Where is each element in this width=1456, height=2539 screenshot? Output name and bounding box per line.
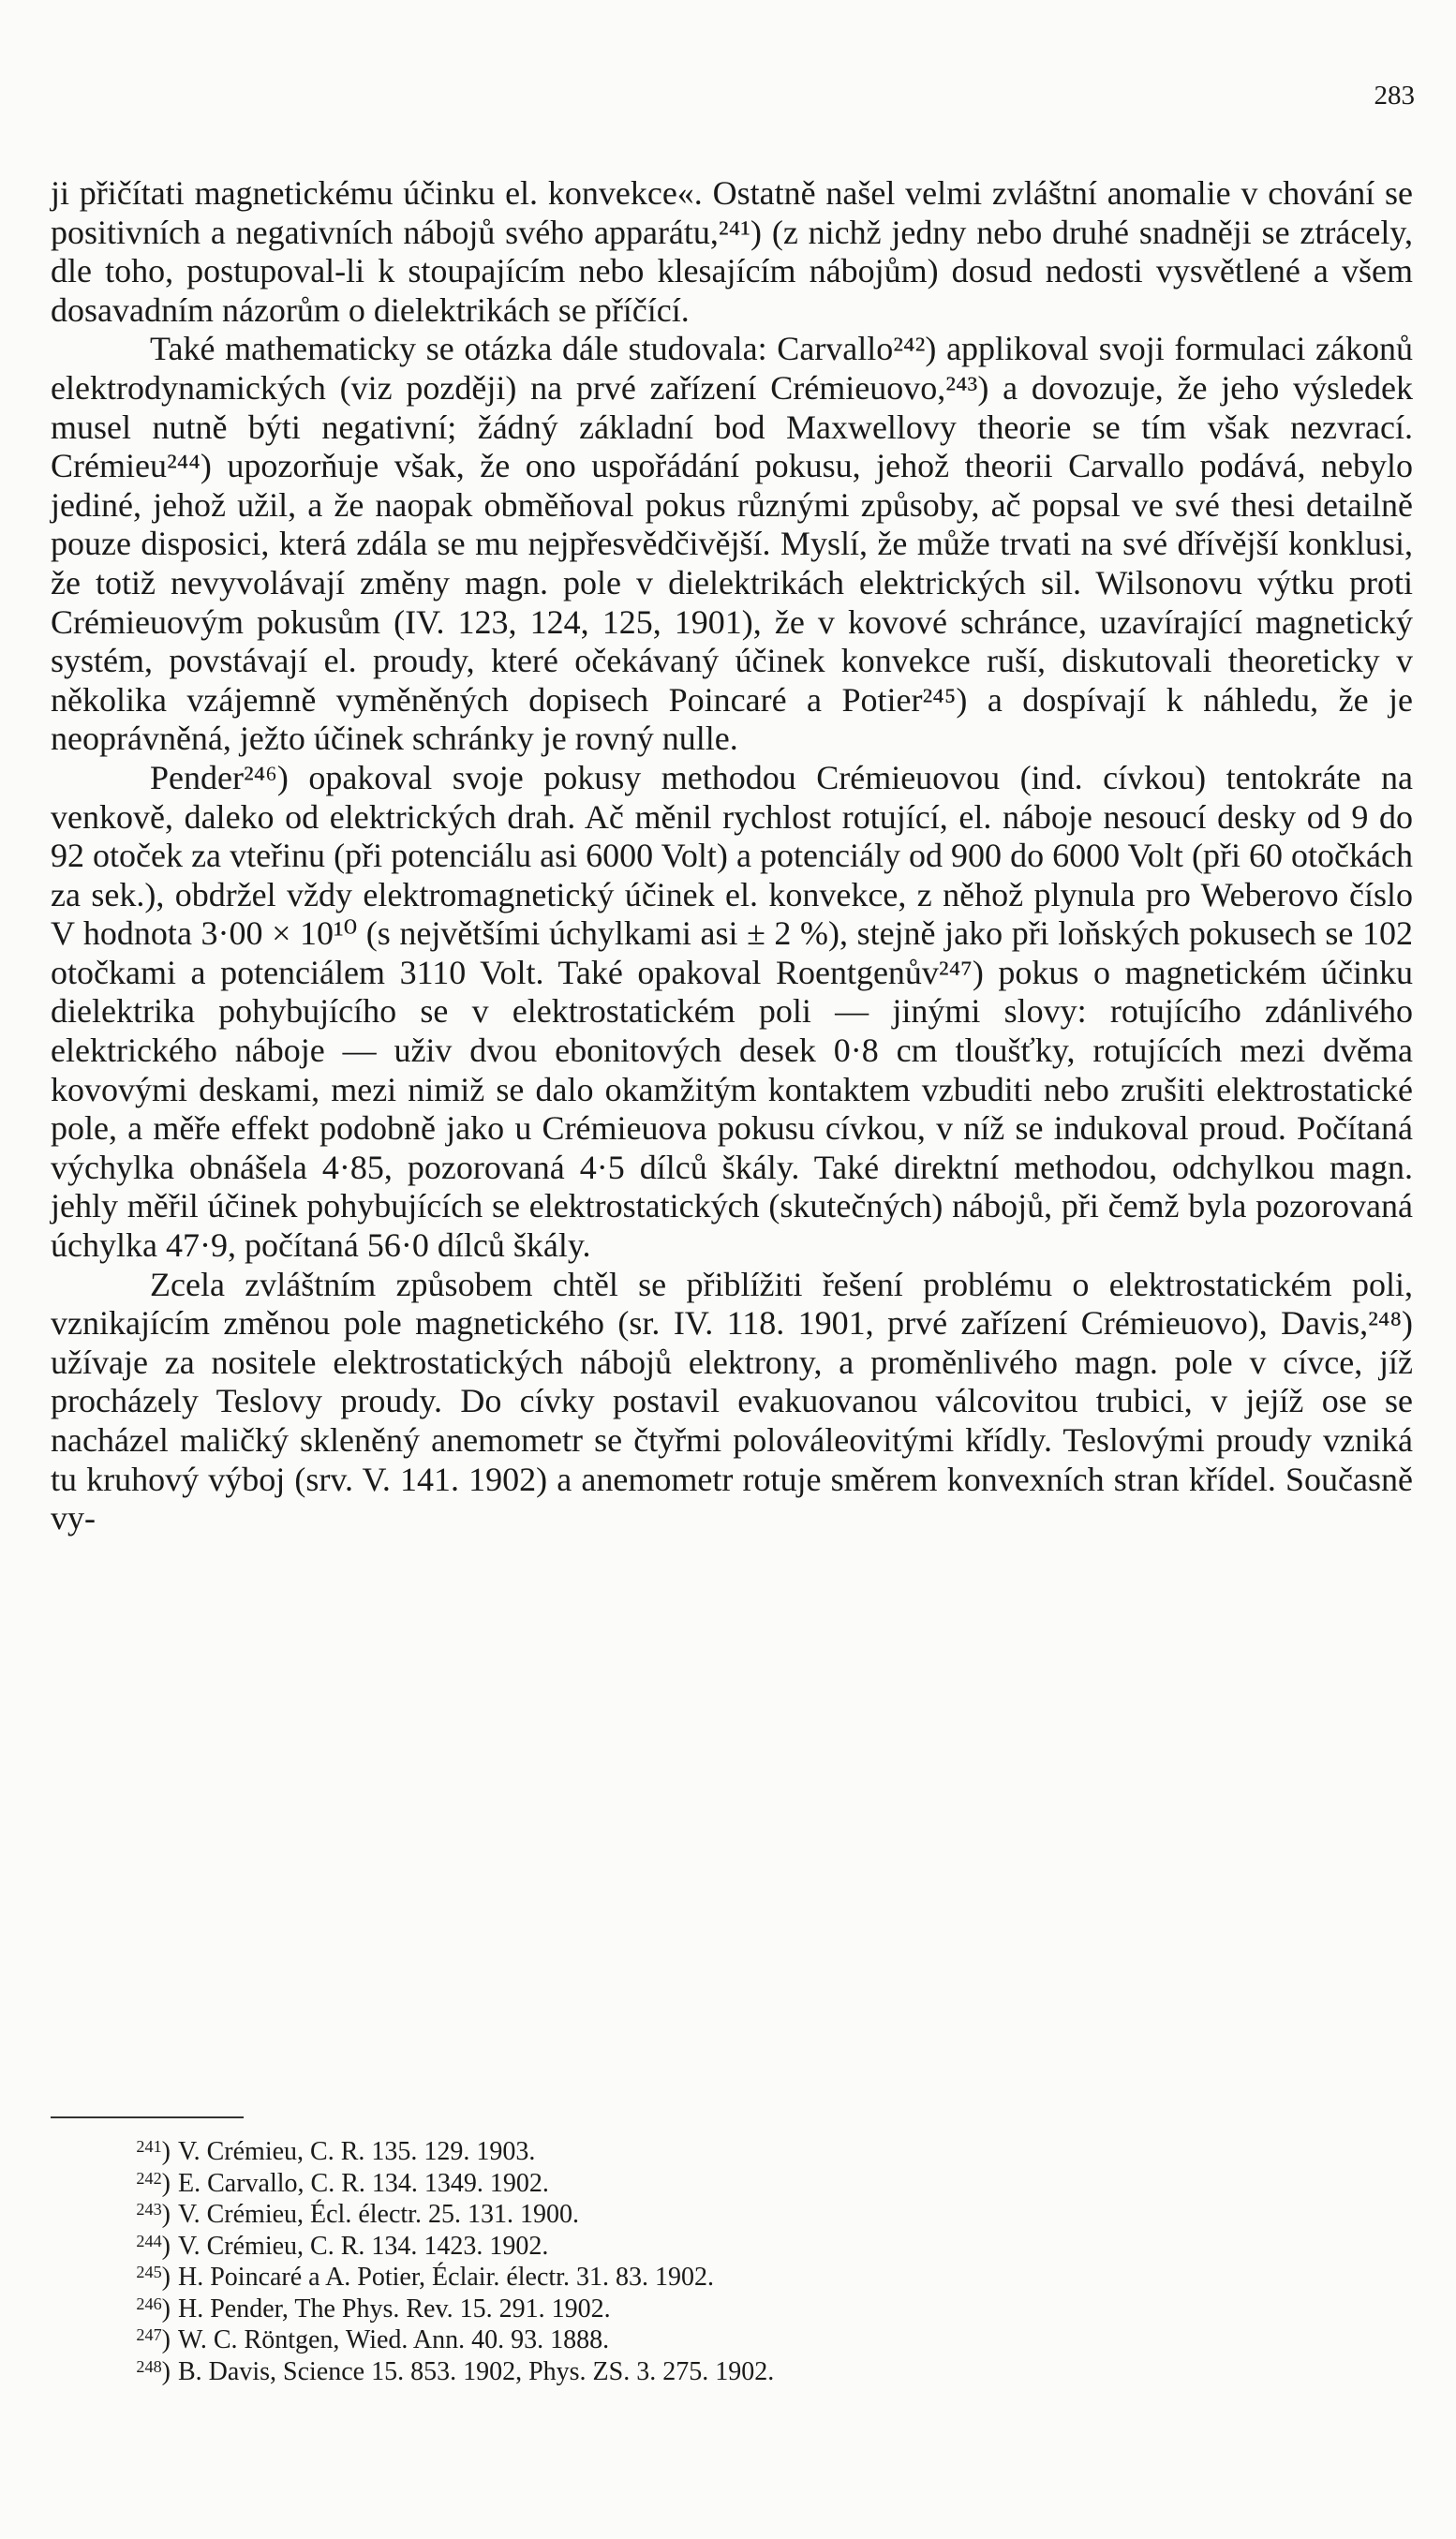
footnote-text: V. Crémieu, C. R. 135. 129. 1903. <box>178 2137 536 2166</box>
footnote-text: B. Davis, Science 15. 853. 1902, Phys. ZS. 3. 275. 1902. <box>178 2356 775 2386</box>
paragraph: ji přičítati magnetickému účinku el. konvekce«. Ostatně našel velmi zvláštní anomalie v chování se positivních a negativních nábojů svého apparátu,²⁴¹) (z nichž jedny nebo druhé snadněji se ztrácely, dle toho, postupoval-li k stoupajícím nebo klesajícím nábojům) dosud nedosti vysvětlené a všem dosavadním názorům o dielektrikách se příčící. <box>51 174 1413 329</box>
footnote-mark: 246 <box>136 2294 162 2313</box>
footnote-divider <box>51 2116 244 2118</box>
footnote: $^{245}$) H. Poincaré a A. Potier, Éclair. électr. 31. 83. 1902. <box>136 2262 714 2292</box>
page-number: 283 <box>1374 81 1415 111</box>
footnote: $^{244}$) V. Crémieu, C. R. 134. 1423. 1902. <box>136 2231 549 2261</box>
footnote-mark: 247 <box>136 2324 162 2344</box>
paragraph: Pender²⁴⁶) opakoval svoje pokusy methodou Crémieuovou (ind. cívkou) tentokráte na venkově, daleko od elektrických drah. Ač měnil rychlost rotující, el. náboje nesoucí desky od 9 do 92 otoček za vteřinu (při potenciálu asi 6000 Volt) a potenciály od 900 do 6000 Volt (při 60 otočkách za sek.), obdržel vždy elektromagnetický účinek el. konvekce, z něhož plynula pro Weberovo číslo V hodnota 3·00 × 10¹⁰ (s největšími úchylkami asi ± 2 %), stejně jako při loňských pokusech se 102 otočkami a potenciálem 3110 Volt. Také opakoval Roentgenův²⁴⁷) pokus o magnetickém účinku dielektrika pohybujícího se v elektrostatickém poli — jinými slovy: rotujícího zdánlivého elektrického náboje — uživ dvou ebonitových desek 0·8 cm tloušťky, rotujících mezi dvěma kovovými deskami, mezi nimiž se dalo okamžitým kontaktem vzbuditi nebo zrušiti elektrostatické pole, a měře effekt podobně jako u Crémieuova pokusu cívkou, v níž se indukoval proud. Počítaná výchylka obnášela 4·85, pozorovaná 4·5 dílců škály. Také direktní methodou, odchylkou magn. jehly měřil účinek pohybujících se elektrostatických (skutečných) nábojů, při čemž byla pozorovaná úchylka 47·9, počítaná 56·0 dílců škály. <box>51 758 1413 1265</box>
footnote-text: H. Pender, The Phys. Rev. 15. 291. 1902. <box>178 2294 611 2324</box>
footnote-text: H. Poincaré a A. Potier, Éclair. électr. 31. 83. 1902. <box>178 2263 714 2292</box>
footnote-mark: 245 <box>136 2262 162 2281</box>
footnote-mark: 242 <box>136 2168 162 2188</box>
footnote-text: E. Carvallo, C. R. 134. 1349. 1902. <box>178 2168 549 2198</box>
footnote: $^{248}$) B. Davis, Science 15. 853. 1902, Phys. ZS. 3. 275. 1902. <box>136 2356 775 2386</box>
footnote: $^{246}$) H. Pender, The Phys. Rev. 15. 291. 1902. <box>136 2294 611 2324</box>
footnote: $^{241}$) V. Crémieu, C. R. 135. 129. 1903. <box>136 2136 536 2166</box>
footnote-text: V. Crémieu, Écl. électr. 25. 131. 1900. <box>178 2200 579 2229</box>
footnotes <box>111 2136 1235 2387</box>
footnote-mark: 244 <box>136 2231 162 2250</box>
footnote-mark: 248 <box>136 2356 162 2376</box>
main-text <box>51 174 1413 1538</box>
footnote-text: W. C. Röntgen, Wied. Ann. 40. 93. 1888. <box>178 2325 610 2354</box>
footnote-text: V. Crémieu, C. R. 134. 1423. 1902. <box>178 2231 549 2261</box>
footnote-mark: 243 <box>136 2199 162 2219</box>
paragraph: Zcela zvláštním způsobem chtěl se přiblížiti řešení problému o elektrostatickém poli, vznikajícím změnou pole magnetického (sr. IV. 118. 1901, prvé zařízení Crémieuovo), Davis,²⁴⁸) užívaje za nositele elektrostatických nábojů elektrony, a proměnlivého magn. pole v cívce, jíž procházely Teslovy proudy. Do cívky postavil evakuovanou válcovitou trubici, v jejíž ose se nacházel maličký skleněný anemometr se čtyřmi polováleovitými křídly. Teslovými proudy vzniká tu kruhový výboj (srv. V. 141. 1902) a anemometr rotuje směrem konvexních stran křídel. Současně vy- <box>51 1265 1413 1537</box>
footnote: $^{243}$) V. Crémieu, Écl. électr. 25. 131. 1900. <box>136 2199 579 2229</box>
footnote: $^{247}$) W. C. Röntgen, Wied. Ann. 40. 93. 1888. <box>136 2324 610 2354</box>
paragraph: Také mathematicky se otázka dále studovala: Carvallo²⁴²) applikoval svoji formulaci zákonů elektrodynamických (viz později) na prvé zařízení Crémieuovo,²⁴³) a dovozuje, že jeho výsledek musel nutně býti negativní; žádný základní bod Maxwellovy theorie se tím však nezvrací. Crémieu²⁴⁴) upozorňuje však, že ono uspořádání pokusu, jehož theorii Carvallo podává, nebylo jediné, jehož užil, a že naopak obměňoval pokus různými způsoby, ač popsal ve své thesi detailně pouze disposici, která zdála se mu nejpřesvědčivější. Myslí, že může trvati na své dřívější konklusi, že totiž nevyvolávají změny magn. pole v dielektrikách elektrických sil. Wilsonovu výtku proti Crémieuovým pokusům (IV. 123, 124, 125, 1901), že v kovové schránce, uzavírající magnetický systém, povstávají el. proudy, které očekávaný účinek konvekce ruší, diskutovali theoreticky v několika vzájemně vyměněných dopisech Poincaré a Potier²⁴⁵) a dospívají k náhledu, že je neoprávněná, ježto účinek schránky je rovný nulle. <box>51 330 1413 758</box>
footnote-mark: 241 <box>136 2136 162 2156</box>
footnote: $^{242}$) E. Carvallo, C. R. 134. 1349. 1902. <box>136 2168 549 2198</box>
